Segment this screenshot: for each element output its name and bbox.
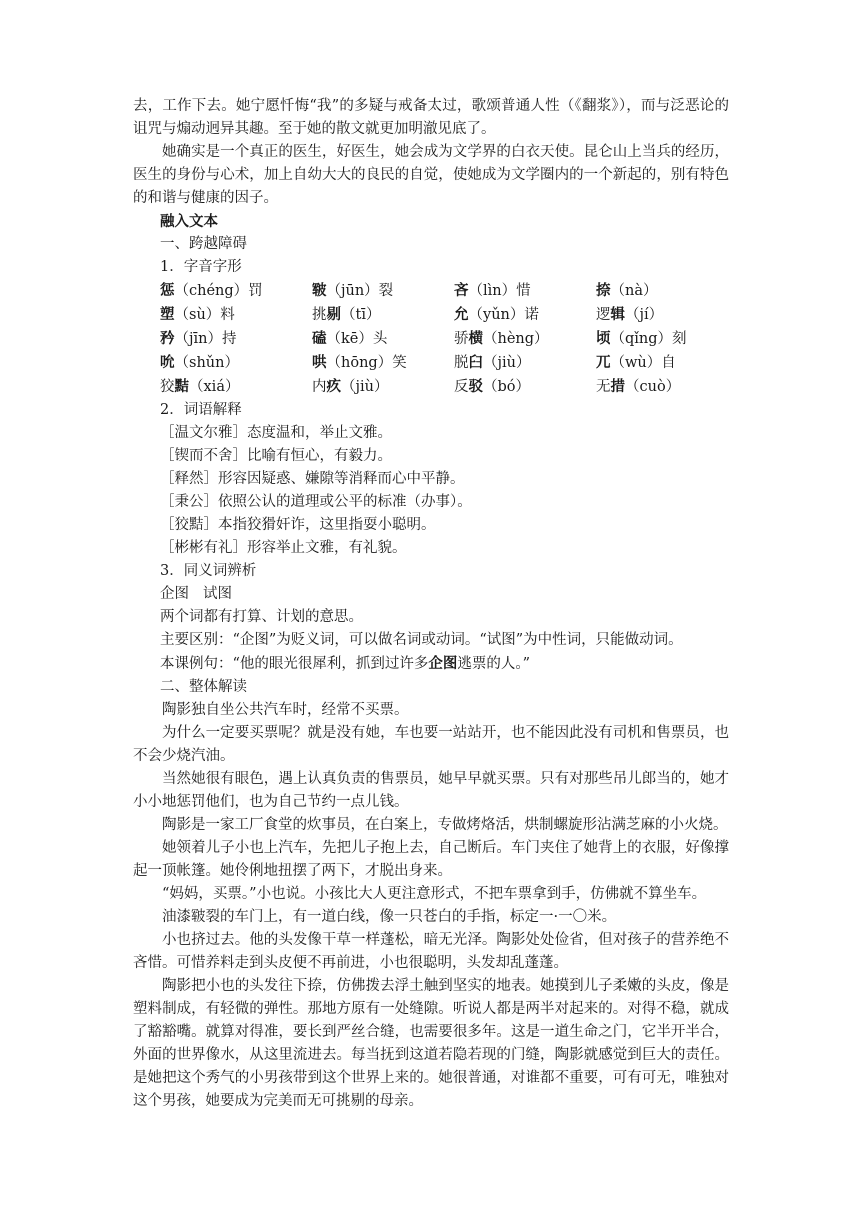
char-entry: 兀（wù）自 (596, 354, 676, 371)
char-entry: 惩（chéng）罚 (160, 282, 263, 299)
char-entry: 挑剔（tī） (312, 306, 381, 323)
char-entry: 皲（jūn）裂 (312, 282, 394, 299)
sub-heading: 3．同义词辨析 (160, 563, 257, 579)
definition-item: ［秉公］依照公认的道理或公平的标准（办事）。 (160, 494, 472, 510)
document-body (133, 95, 729, 1113)
synonym-meaning: 两个词都有打算、计划的意思。 (160, 609, 363, 625)
char-entry: 脱臼（jiù） (454, 354, 531, 371)
paragraph: 当然她很有眼色，遇上认真负责的售票员，她早早就买票。只有对那些吊儿郎当的，她才小小地惩罚他们，也为自己节约一点儿钱。 (133, 771, 729, 810)
paragraph: 去，工作下去。她宁愿忏悔“我”的多疑与戒备太过，歌颂普通人性（《翻浆》），而与泛恶论的诅咒与煽动迥异其趣。至于她的散文就更加明澈见底了。 (133, 98, 729, 137)
definition-item: ［锲而不舍］比喻有恒心，有毅力。 (160, 448, 392, 464)
paragraph: 陶影把小也的头发往下捺，仿佛拨去浮土触到坚实的地表。她摸到儿子柔嫩的头皮，像是塑料制成，有轻微的弹性。那地方原有一处缝隙。听说人都是两半对起来的。对得不稳，就成了豁豁嘴。就算对得准，要长到严丝合缝，也需要很多年。这是一道生命之门，它半开半合，外面的世界像水，从这里流进去。每当抚到这道若隐若现的门缝，陶影就感觉到巨大的责任。是她把这个秀气的小男孩带到这个世界上来的。她很普通，对谁都不重要，可有可无，唯独对这个男孩，她要成为完美而无可挑剔的母亲。 (133, 978, 729, 1109)
part-heading: 二、整体解读 (160, 679, 247, 695)
char-entry: 无措（cuò） (596, 378, 681, 395)
char-entry: 矜（jīn）持 (160, 330, 237, 347)
paragraph: 为什么一定要买票呢？就是没有她，车也要一站站开，也不能因此没有司机和售票员，也不会少烧汽油。 (133, 725, 729, 764)
char-entry: 狡黠（xiá） (160, 378, 240, 395)
sub-heading: 2．词语解释 (160, 402, 242, 418)
char-entry: 塑（sù）料 (160, 306, 235, 323)
sub-heading: 1．字音字形 (160, 259, 242, 275)
char-entry: 反驳（bó） (454, 378, 531, 395)
char-entry: 顷（qǐng）刻 (596, 330, 687, 347)
synonym-word: 试图 (203, 586, 232, 602)
char-entry: 吝（lìn）惜 (454, 282, 531, 299)
char-entry: 允（yǔn）诺 (454, 306, 539, 323)
definition-item: ［狡黠］本指狡猾奸诈，这里指耍小聪明。 (160, 517, 436, 533)
synonym-word: 企图 (160, 586, 189, 602)
synonym-difference: 主要区别：“企图”为贬义词，可以做名词或动词。“试图”为中性词，只能做动词。 (160, 632, 683, 648)
definition-item: ［彬彬有礼］形容举止文雅，有礼貌。 (160, 540, 407, 556)
char-entry: 吮（shǔn） (160, 354, 239, 371)
pronunciation-grid (133, 279, 729, 399)
definition-item: ［释然］形容因疑惑、嫌隙等消释而心中平静。 (160, 471, 465, 487)
part-heading: 一、跨越障碍 (160, 236, 247, 252)
paragraph: 陶影是一家工厂食堂的炊事员，在白案上，专做烤烙活，烘制螺旋形沾满芝麻的小火烧。 (162, 817, 728, 833)
paragraph: 小也挤过去。他的头发像干草一样蓬松，暗无光泽。陶影处处俭省，但对孩子的营养绝不吝惜。可惜养料走到头皮便不再前进，小也很聪明，头发却乱蓬蓬。 (133, 932, 729, 971)
definition-item: ［温文尔雅］态度温和，举止文雅。 (160, 425, 392, 441)
char-entry: 哄（hōng）笑 (312, 354, 407, 371)
paragraph: 陶影独自坐公共汽车时，经常不买票。 (162, 702, 409, 718)
paragraph: 她领着儿子小也上汽车，先把儿子抱上去，自己断后。车门夹住了她背上的衣服，好像撑起一顶帐篷。她伶俐地扭摆了两下，才脱出身来。 (133, 840, 729, 879)
paragraph: “妈妈，买票。”小也说。小孩比大人更注意形式，不把车票拿到手，仿佛就不算坐车。 (162, 886, 707, 902)
synonym-pair (133, 583, 729, 606)
char-entry: 内疚（jiù） (312, 378, 389, 395)
section-title: 融入文本 (160, 213, 218, 230)
char-entry: 捺（nà） (596, 282, 658, 299)
char-entry: 磕（kē）头 (312, 330, 388, 347)
char-entry: 骄横（hèng） (454, 330, 549, 347)
example-sentence: 本课例句：“他的眼光很犀利，抓到过许多企图逃票的人。” (160, 655, 531, 672)
paragraph: 她确实是一个真正的医生，好医生，她会成为文学界的白衣天使。昆仑山上当兵的经历，医生的身份与心术，加上自幼大大的良民的自觉，使她成为文学圈内的一个新起的，别有特色的和谐与健康的因子。 (133, 144, 729, 206)
char-entry: 逻辑（jí） (596, 306, 664, 323)
paragraph: 油漆皲裂的车门上，有一道白线，像一只苍白的手指，标定一·一〇米。 (162, 909, 617, 925)
